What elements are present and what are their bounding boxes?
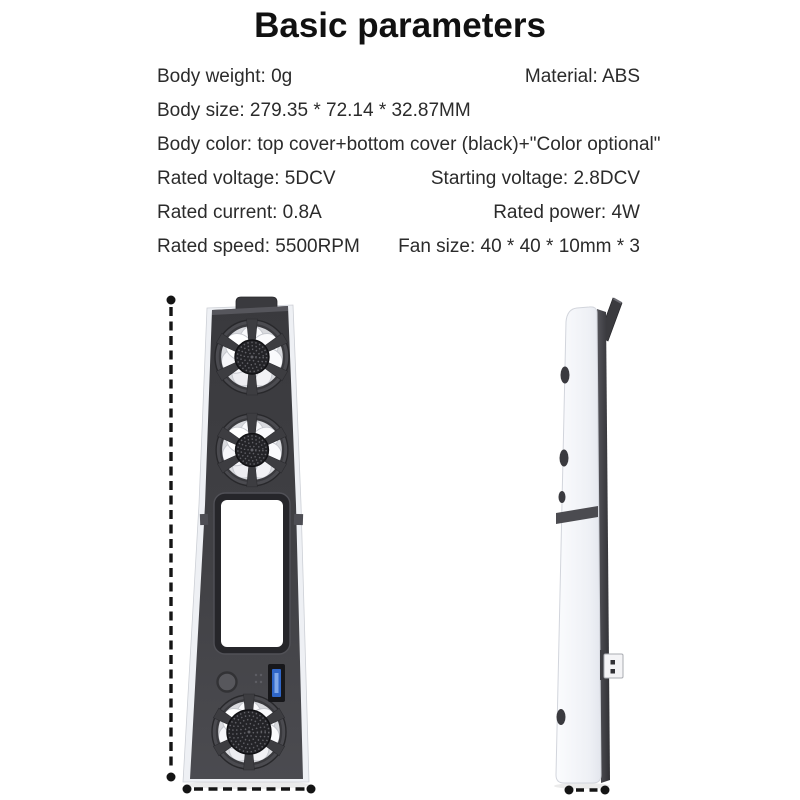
height-dimension-line [167, 296, 176, 782]
page-title: Basic parameters [254, 6, 546, 45]
parameters-list [157, 60, 661, 264]
front-view-image [183, 297, 312, 789]
param-rated-power: Rated power: 4W [493, 202, 640, 223]
fan-icon [215, 319, 289, 395]
param-rated-voltage: Rated voltage: 5DCV [157, 168, 336, 189]
param-row [157, 196, 640, 230]
fan-hub [227, 710, 271, 754]
param-body-size: Body size: 279.35 * 72.14 * 32.87MM [157, 100, 471, 121]
param-fan-size: Fan size: 40 * 40 * 10mm * 3 [398, 236, 640, 257]
param-body-weight: Body weight: 0g [157, 66, 293, 87]
usb-connector-icon [600, 650, 623, 680]
param-row [157, 94, 640, 128]
param-row [157, 230, 640, 264]
product-views-illustration [140, 280, 700, 800]
param-starting-voltage: Starting voltage: 2.8DCV [430, 168, 640, 189]
param-rated-speed: Rated speed: 5500RPM [157, 236, 360, 257]
param-body-color: Body color: top cover+bottom cover (black)+"Color optional" [157, 134, 661, 155]
param-row [157, 128, 661, 162]
fan-icon [216, 413, 288, 487]
param-row [157, 60, 640, 94]
param-row [157, 162, 640, 196]
side-view-image [554, 298, 623, 789]
window-cutout [214, 493, 290, 654]
param-rated-current: Rated current: 0.8A [157, 202, 322, 223]
param-material: Material: ABS [524, 66, 640, 87]
power-button-icon [218, 673, 237, 692]
